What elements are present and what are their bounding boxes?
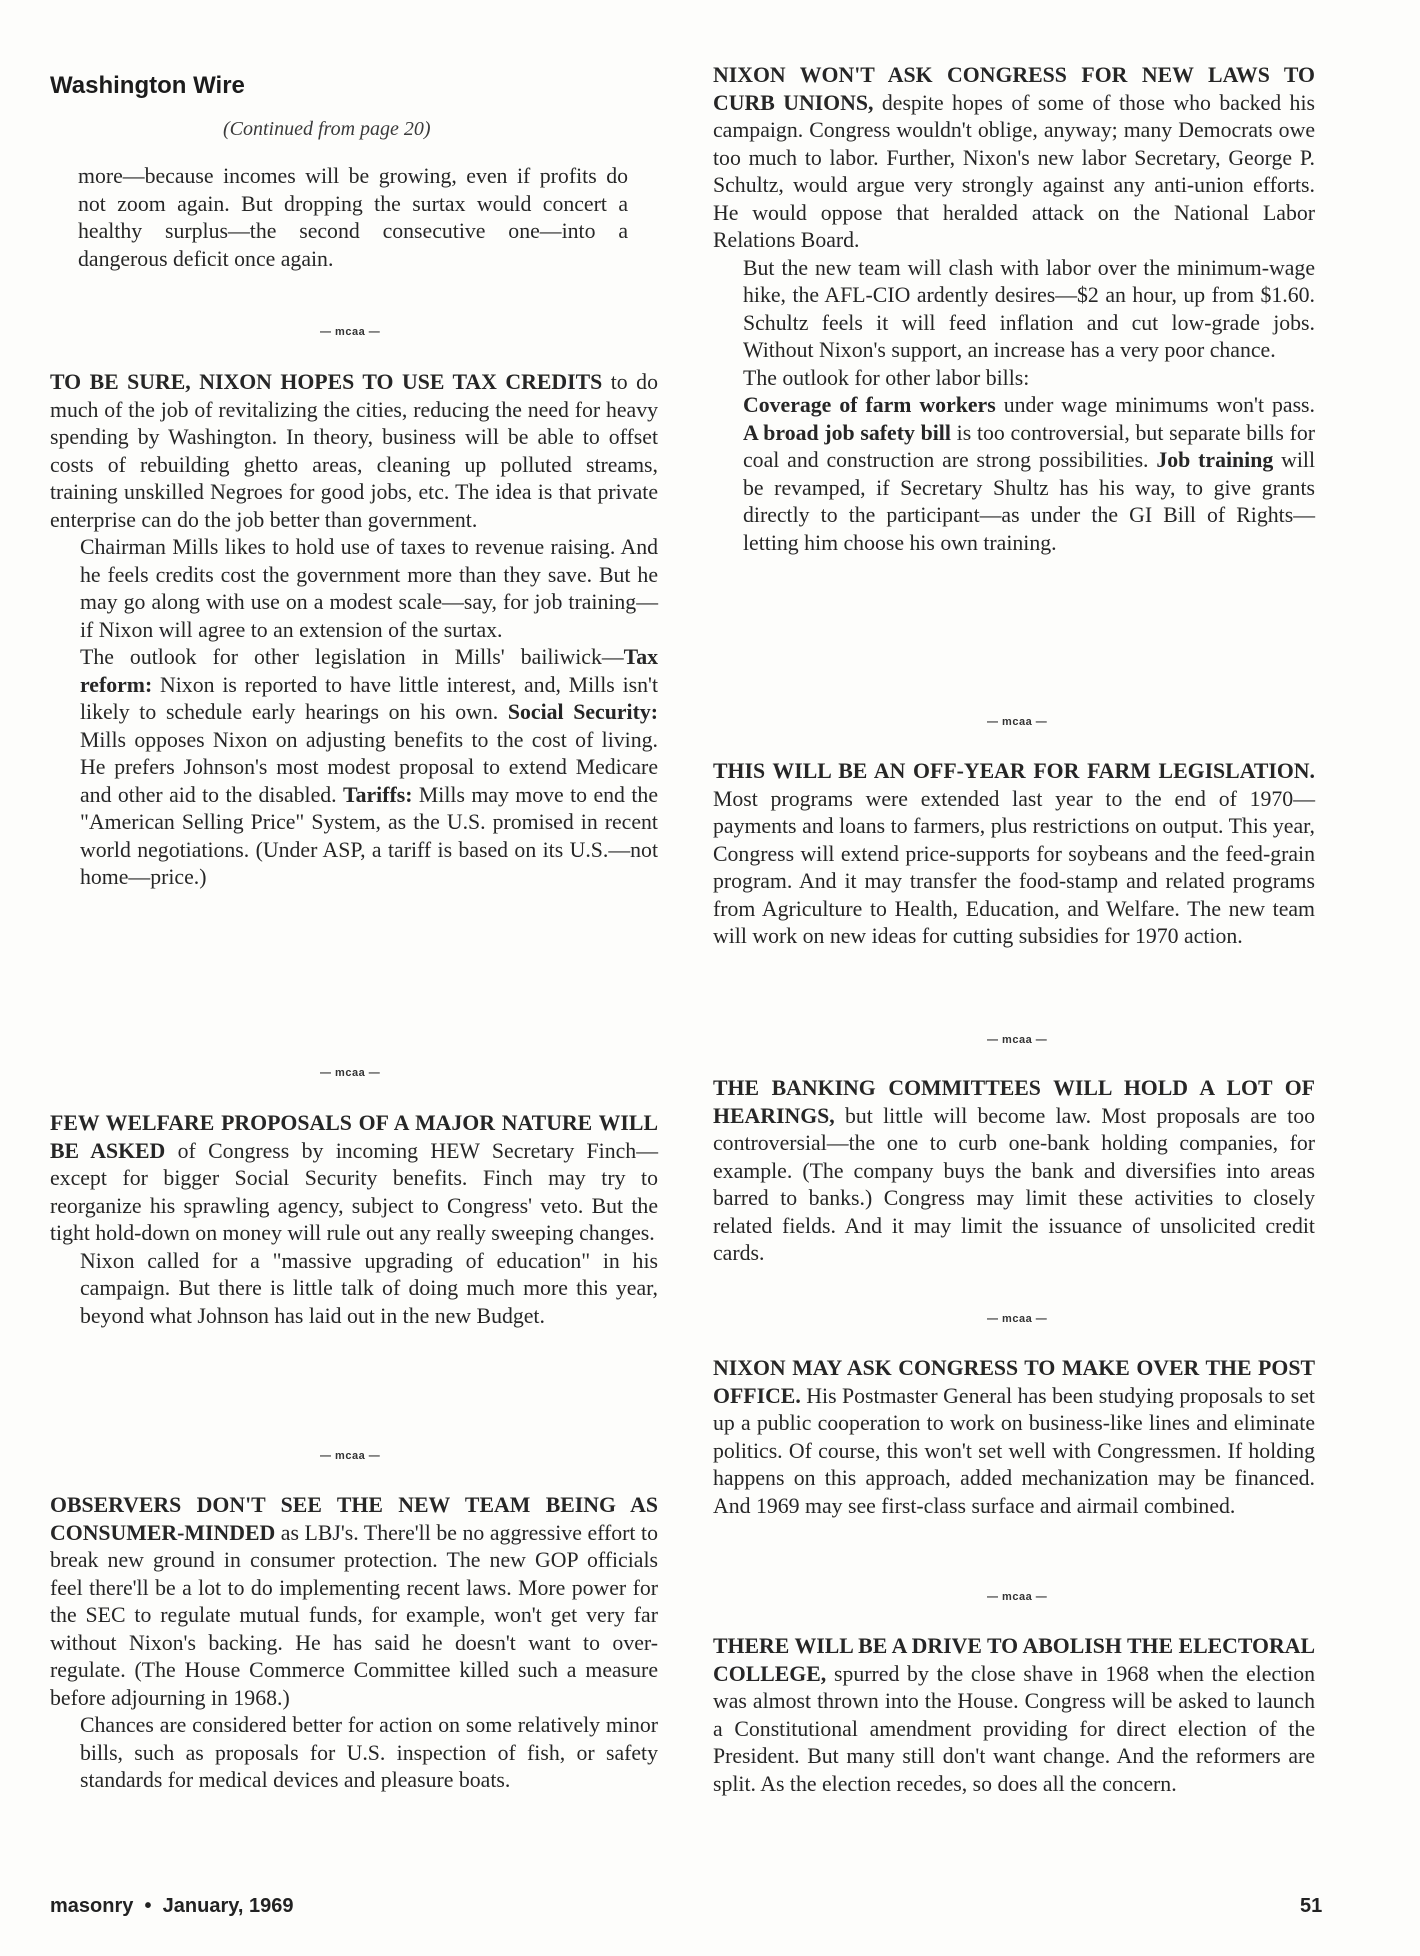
footer-bullet: • — [144, 1895, 152, 1917]
footer-publication: masonry • January, 1969 — [50, 1895, 294, 1917]
intro-paragraph: more—because incomes will be growing, even if profits do not zoom again. But dropping the surtax would concert a healthy surplus—the second consecutive one—into a dangerous deficit once again. — [78, 164, 628, 271]
article-welfare: FEW WELFARE PROPOSALS OF A MAJOR NATURE WILL BE ASKED of Congress by incoming HEW Secretary Finch—except for bigger Social Security benefits. Finch may try to reorganize his sprawling agency, subject to Congress' veto. But the tight hold-down on money will rule out any really sweeping changes. Nixon called for a "massive upgrading of education" in his campaign. But there is little talk of doing much more this year, beyond what Johnson has laid out in the new Budget. — [50, 1110, 658, 1330]
article-banking: THE BANKING COMMITTEES WILL HOLD A LOT OF HEARINGS, but little will become law. Most proposals are too controversial—the one to curb one-bank holding companies, for example. (The company buys the bank and diversifies into areas barred to banks.) Congress may limit these activities to closely related fields. And it may limit the issuance of unsolicited credit cards. — [713, 1076, 1315, 1265]
article-electoral-college: THERE WILL BE A DRIVE TO ABOLISH THE ELECTORAL COLLEGE, spurred by the close shave in 1968 when the election was almost thrown into the House. Congress will be asked to launch a Constitutional amendment providing for direct election of the President. But many still don't want change. And the reformers are split. As the election recedes, so does all the concern. — [713, 1634, 1315, 1796]
article-farm: THIS WILL BE AN OFF-YEAR FOR FARM LEGISLATION. Most programs were extended last year to the end of 1970—payments and loans to farmers, plus restrictions on output. This year, Congress will extend price-supports for soybeans and the feed-grain program. And it may transfer the food-stamp and related programs from Agriculture to Health, Education, and Welfare. The new team will work on new ideas for cutting subsidies for 1970 action. — [713, 759, 1315, 948]
article-headline: THIS WILL BE AN OFF-YEAR FOR FARM LEGISLATION. — [713, 759, 1315, 783]
article-headline: FEW WELFARE PROPOSALS OF A MAJOR NATURE WILL BE ASKED — [50, 1111, 658, 1163]
paragraph: But the new team will clash with labor over the minimum-wage hike, the AFL-CIO ardently desires—$2 an hour, up from $1.60. Schultz feels it will feed inflation and cut low-grade jobs. Without Nixon's support, an increase has a very poor chance. — [743, 255, 1315, 362]
article-headline: TO BE SURE, NIXON HOPES TO USE TAX CREDITS — [50, 370, 603, 394]
section-title: Washington Wire — [50, 72, 245, 99]
paragraph: The outlook for other legislation in Mills' bailiwick—Tax reform: Nixon is reported to have little interest, and, Mills isn't likely to schedule early hearings on his own. Social Security: Mills opposes Nixon on adjusting benefits to the cost of living. He prefers Johnson's most modest proposal to extend Medicare and other aid to the disabled. Tariffs: Mills may move to end the "American Selling Price" System, as the U.S. promised in recent world negotiations. (Under ASP, a tariff is based on its U.S.—not home—price.) — [80, 645, 658, 889]
separator: — mcaa — — [987, 1591, 1048, 1603]
separator: — mcaa — — [320, 1450, 381, 1462]
article-unions: NIXON WON'T ASK CONGRESS FOR NEW LAWS TO CURB UNIONS, despite hopes of some of those who backed his campaign. Congress wouldn't oblige, anyway; many Democrats owe too much to labor. Further, Nixon's new labor Secretary, George P. Schultz, would argue very strongly against any anti-union efforts. He would oppose that heralded attack on the National Labor Relations Board. But the new team will clash with labor over the minimum-wage hike, the AFL-CIO ardently desires—$2 an hour, up from $1.60. Schultz feels it will feed inflation and cut low-grade jobs. Without Nixon's support, an increase has a very poor chance. The outlook for other labor bills: Coverage of farm workers under wage minimums won't pass. A broad job safety bill is too controversial, but separate bills for coal and construction are strong possibilities. Job training will be revamped, if Secretary Shultz has his way, to give grants directly to the participant—as under the GI Bill of Rights—letting him choose his own training. — [713, 62, 1315, 557]
separator: — mcaa — — [987, 1034, 1048, 1046]
page-number: 51 — [1300, 1895, 1323, 1917]
paragraph: Coverage of farm workers under wage minimums won't pass. A broad job safety bill is too controversial, but separate bills for coal and construction are strong possibilities. Job training will be revamped, if Secretary Shultz has his way, to give grants directly to the participant—as under the GI Bill of Rights—letting him choose his own training. — [743, 393, 1315, 555]
paragraph: Nixon called for a "massive upgrading of education" in his campaign. But there is little talk of doing much more this year, beyond what Johnson has laid out in the new Budget. — [80, 1248, 658, 1328]
article-tax-credits: TO BE SURE, NIXON HOPES TO USE TAX CREDITS to do much of the job of revitalizing the cities, reducing the need for heavy spending by Washington. In theory, business will be able to offset costs of rebuilding ghetto areas, cleaning up polluted streams, training unskilled Negroes for good jobs, etc. The idea is that private enterprise can do the job better than government. Chairman Mills likes to hold use of taxes to revenue raising. And he feels credits cost the government more than they save. But he may go along with use on a modest scale—say, for job training—if Nixon will agree to an extension of the surtax. The outlook for other legislation in Mills' bailiwick—Tax reform: Nixon is reported to have little interest, and, Mills isn't likely to schedule early hearings on his own. Social Security: Mills opposes Nixon on adjusting benefits to the cost of living. He prefers Johnson's most modest proposal to extend Medicare and other aid to the disabled. Tariffs: Mills may move to end the "American Selling Price" System, as the U.S. promised in recent world negotiations. (Under ASP, a tariff is based on its U.S.—not home—price.) — [50, 369, 658, 892]
article-headline: NIXON MAY ASK CONGRESS TO MAKE OVER THE POST OFFICE. — [713, 1356, 1315, 1408]
paragraph: Chances are considered better for action on some relatively minor bills, such as proposals for U.S. inspection of fish, or safety standards for medical devices and pleasure boats. — [80, 1713, 658, 1792]
article-headline: NIXON WON'T ASK CONGRESS FOR NEW LAWS TO CURB UNIONS, — [713, 63, 1315, 115]
footer-date: January, 1969 — [162, 1895, 294, 1917]
article-consumer: OBSERVERS DON'T SEE THE NEW TEAM BEING AS CONSUMER-MINDED as LBJ's. There'll be no aggressive effort to break new ground in consumer protection. The new GOP officials feel there'll be a lot to do implementing recent laws. More power for the SEC to regulate mutual funds, for example, won't get very far without Nixon's backing. He has said he doesn't want to over-regulate. (The House Commerce Committee killed such a measure before adjourning in 1968.) Chances are considered better for action on some relatively minor bills, such as proposals for U.S. inspection of fish, or safety standards for medical devices and pleasure boats. — [50, 1492, 658, 1795]
article-headline: THE BANKING COMMITTEES WILL HOLD A LOT OF HEARINGS, — [713, 1076, 1315, 1128]
separator: — mcaa — — [987, 1313, 1048, 1325]
article-post-office: NIXON MAY ASK CONGRESS TO MAKE OVER THE POST OFFICE. His Postmaster General has been studying proposals to set up a public cooperation to work on business-like lines and eliminate politics. Of course, this won't set well with Congressmen. If holding happens on this approach, added mechanization may be financed. And 1969 may see first-class surface and airmail combined. — [713, 1356, 1315, 1518]
paragraph: Chairman Mills likes to hold use of taxes to revenue raising. And he feels credits cost the government more than they save. But he may go along with use on a modest scale—say, for job training—if Nixon will agree to an extension of the surtax. — [80, 535, 658, 642]
separator: — mcaa — — [987, 716, 1048, 728]
article-headline: OBSERVERS DON'T SEE THE NEW TEAM BEING AS CONSUMER-MINDED — [50, 1493, 658, 1545]
continued-note: (Continued from page 20) — [223, 118, 431, 140]
separator: — mcaa — — [320, 1067, 381, 1079]
article-headline: THERE WILL BE A DRIVE TO ABOLISH THE ELECTORAL COLLEGE, — [713, 1634, 1315, 1686]
separator: — mcaa — — [320, 326, 381, 338]
paragraph: The outlook for other labor bills: — [743, 365, 1030, 390]
